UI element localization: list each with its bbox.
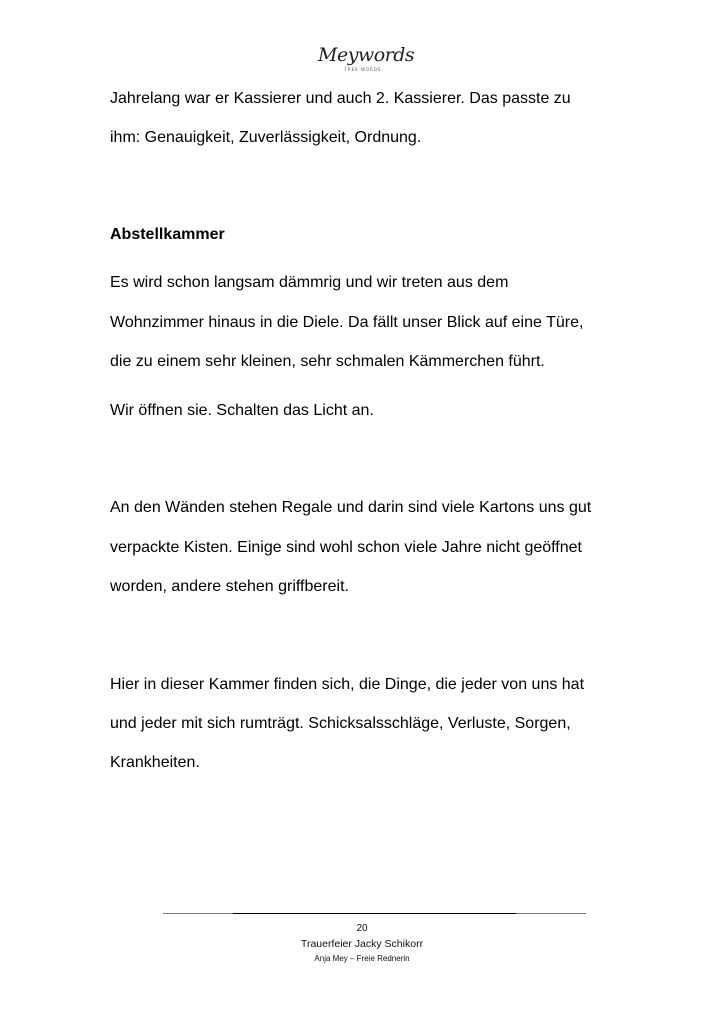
paragraph-line: und jeder mit sich rumträgt. Schicksalsschläge, Verluste, Sorgen, (110, 715, 571, 732)
meywords-logo (318, 44, 415, 80)
paragraph-line: An den Wänden stehen Regale und darin sind viele Kartons uns gut (110, 499, 592, 516)
paragraph-line: worden, andere stehen griffbereit. (110, 578, 349, 595)
footer-title: Trauerfeier Jacky Schikorr (300, 938, 424, 950)
footer-rule (233, 913, 516, 914)
paragraph-line: Hier in dieser Kammer finden sich, die Dinge, die jeder von uns hat (110, 676, 585, 693)
logo-tagline: FREE WORDS (344, 67, 382, 72)
paragraph-line: verpackte Kisten. Einige sind wohl schon viele Jahre nicht geöffnet (110, 539, 582, 556)
paragraph-line: Wir öffnen sie. Schalten das Licht an. (110, 402, 374, 419)
logo-text: Meywords (318, 44, 415, 66)
paragraph-line: ihm: Genauigkeit, Zuverlässigkeit, Ordnung. (110, 129, 422, 146)
paragraph-line: die zu einem sehr kleinen, sehr schmalen Kämmerchen führt. (110, 353, 545, 370)
paragraph-line: Jahrelang war er Kassierer und auch 2. Kassierer. Das passte zu (110, 90, 571, 107)
footer-rule-left (163, 913, 233, 914)
section-heading: Abstellkammer (110, 226, 225, 243)
paragraph-line: Es wird schon langsam dämmrig und wir treten aus dem (110, 274, 509, 291)
footer-rule-right (516, 913, 586, 914)
page-number: 20 (356, 923, 368, 934)
paragraph-line: Krankheiten. (110, 754, 200, 771)
paragraph-line: Wohnzimmer hinaus in die Diele. Da fällt unser Blick auf eine Türe, (110, 314, 584, 331)
footer-author: Anja Mey – Freie Rednerin (314, 954, 410, 963)
